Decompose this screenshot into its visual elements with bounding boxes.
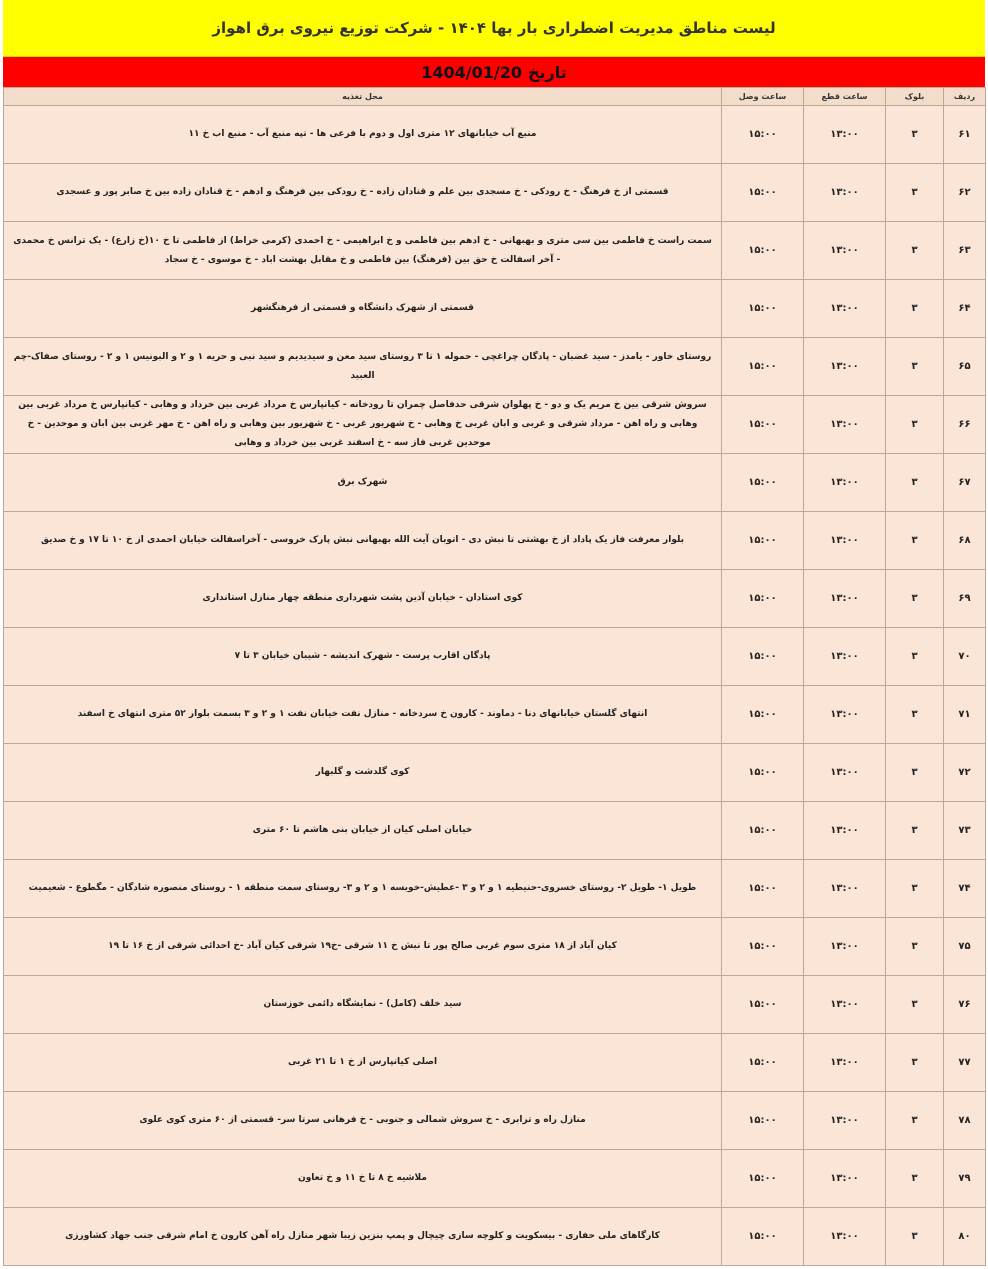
- cell-block: ۳: [886, 280, 944, 338]
- cell-block: ۳: [886, 686, 944, 744]
- column-header-connect-time: ساعت وصل: [722, 88, 804, 106]
- cell-supply-location: پادگان اقارب پرست - شهرک اندیشه - شیبان خیابان ۳ تا ۷: [4, 628, 722, 686]
- cell-row-number: ۷۵: [944, 918, 986, 976]
- cell-supply-location: کوی گلدشت و گلبهار: [4, 744, 722, 802]
- table-row: [4, 454, 986, 512]
- cell-supply-location: انتهای گلستان خیابانهای دنا - دماوند - کارون خ سردخانه - منازل نفت خیابان نفت ۱ و ۲ و ۳ بسمت بلوار ۵۲ متری انتهای خ اسفند: [4, 686, 722, 744]
- page-title: لیست مناطق مدیریت اضطراری بار بها ۱۴۰۴ - شرکت توزیع نیروی برق اهواز: [212, 19, 776, 37]
- table-header-row: [4, 88, 986, 106]
- cell-cut-time: ۱۳:۰۰: [804, 1092, 886, 1150]
- column-header-block: بلوک: [886, 88, 944, 106]
- cell-block: ۳: [886, 1092, 944, 1150]
- table-body: [4, 106, 986, 1266]
- cell-row-number: ۷۷: [944, 1034, 986, 1092]
- table-row: [4, 512, 986, 570]
- cell-cut-time: ۱۳:۰۰: [804, 628, 886, 686]
- cell-connect-time: ۱۵:۰۰: [722, 164, 804, 222]
- cell-row-number: ۶۵: [944, 338, 986, 396]
- cell-row-number: ۶۲: [944, 164, 986, 222]
- cell-connect-time: ۱۵:۰۰: [722, 628, 804, 686]
- cell-block: ۳: [886, 570, 944, 628]
- cell-connect-time: ۱۵:۰۰: [722, 1150, 804, 1208]
- cell-connect-time: ۱۵:۰۰: [722, 106, 804, 164]
- cell-connect-time: ۱۵:۰۰: [722, 1034, 804, 1092]
- cell-block: ۳: [886, 860, 944, 918]
- cell-block: ۳: [886, 628, 944, 686]
- cell-connect-time: ۱۵:۰۰: [722, 454, 804, 512]
- cell-supply-location: ملاشیه خ ۸ تا خ ۱۱ و خ تعاون: [4, 1150, 722, 1208]
- cell-connect-time: ۱۵:۰۰: [722, 338, 804, 396]
- cell-row-number: ۷۱: [944, 686, 986, 744]
- cell-connect-time: ۱۵:۰۰: [722, 918, 804, 976]
- column-header-supply-location: محل تغذیه: [4, 88, 722, 106]
- column-header-cut-time: ساعت قطع: [804, 88, 886, 106]
- cell-row-number: ۶۹: [944, 570, 986, 628]
- table-row: [4, 280, 986, 338]
- date-value: 1404/01/20: [421, 62, 522, 82]
- cell-supply-location: منازل راه و ترابری - خ سروش شمالی و جنوبی - خ فرهانی سرتا سر- قسمتی از ۶۰ متری کوی علوی: [4, 1092, 722, 1150]
- cell-connect-time: ۱۵:۰۰: [722, 860, 804, 918]
- cell-supply-location: منبع آب خیابانهای ۱۲ متری اول و دوم با فرعی ها - تپه منبع آب - منبع اب خ ۱۱: [4, 106, 722, 164]
- cell-row-number: ۷۴: [944, 860, 986, 918]
- cell-block: ۳: [886, 744, 944, 802]
- table-row: [4, 396, 986, 454]
- cell-row-number: ۶۴: [944, 280, 986, 338]
- table-row: [4, 802, 986, 860]
- cell-cut-time: ۱۳:۰۰: [804, 918, 886, 976]
- cell-cut-time: ۱۳:۰۰: [804, 802, 886, 860]
- cell-connect-time: ۱۵:۰۰: [722, 744, 804, 802]
- cell-supply-location: سید خلف (کامل) - نمایشگاه دائمی خوزستان: [4, 976, 722, 1034]
- cell-cut-time: ۱۳:۰۰: [804, 570, 886, 628]
- cell-block: ۳: [886, 1150, 944, 1208]
- cell-row-number: ۶۳: [944, 222, 986, 280]
- cell-block: ۳: [886, 396, 944, 454]
- cell-supply-location: خیابان اصلی کیان از خیابان بنی هاشم تا ۶۰ متری: [4, 802, 722, 860]
- table-row: [4, 1034, 986, 1092]
- cell-block: ۳: [886, 512, 944, 570]
- cell-row-number: ۷۰: [944, 628, 986, 686]
- cell-connect-time: ۱۵:۰۰: [722, 396, 804, 454]
- table-row: [4, 570, 986, 628]
- outage-table: [3, 87, 986, 1266]
- table-row: [4, 686, 986, 744]
- table-row: [4, 338, 986, 396]
- cell-cut-time: ۱۳:۰۰: [804, 1150, 886, 1208]
- cell-row-number: ۷۲: [944, 744, 986, 802]
- cell-supply-location: سمت راست خ فاطمی بین سی متری و بهبهانی - خ ادهم بین فاطمی و خ ابراهیمی - خ احمدی (کرمی خراط) از فاطمی تا خ ۱۰(خ زارع) - یک ترانس خ محمدی - آخر اسفالت خ حق بین (فرهنگ) بین فاطمی و خ مقابل بهشت اباد - خ موسوی - خ سجاد: [4, 222, 722, 280]
- table-row: [4, 1208, 986, 1266]
- cell-connect-time: ۱۵:۰۰: [722, 686, 804, 744]
- cell-supply-location: طویل ۱- طویل ۲- روستای خسروی-حنیطیه ۱ و ۲ و ۳ -عطیش-خویسه ۱ و ۲ و ۳- روستای سمت منطقه ۱ - روستای منصوره شادگان - مگطوع - شعیمیت: [4, 860, 722, 918]
- table-row: [4, 106, 986, 164]
- cell-block: ۳: [886, 918, 944, 976]
- cell-cut-time: ۱۳:۰۰: [804, 1208, 886, 1266]
- cell-supply-location: اصلی کیانپارس از خ ۱ تا ۲۱ غربی: [4, 1034, 722, 1092]
- table-row: [4, 1092, 986, 1150]
- cell-cut-time: ۱۳:۰۰: [804, 164, 886, 222]
- table-row: [4, 628, 986, 686]
- cell-connect-time: ۱۵:۰۰: [722, 802, 804, 860]
- date-bar: [3, 57, 985, 87]
- cell-cut-time: ۱۳:۰۰: [804, 396, 886, 454]
- cell-block: ۳: [886, 106, 944, 164]
- cell-row-number: ۶۶: [944, 396, 986, 454]
- table-row: [4, 918, 986, 976]
- cell-connect-time: ۱۵:۰۰: [722, 976, 804, 1034]
- cell-connect-time: ۱۵:۰۰: [722, 280, 804, 338]
- cell-supply-location: قسمتی از خ فرهنگ - خ رودکی - خ مسجدی بین علم و قنادان زاده - خ رودکی بین فرهنگ و ادهم - خ قنادان زاده بین خ صابر پور و عسجدی: [4, 164, 722, 222]
- cell-row-number: ۷۶: [944, 976, 986, 1034]
- cell-connect-time: ۱۵:۰۰: [722, 1092, 804, 1150]
- date-label: تاریخ: [528, 62, 567, 82]
- column-header-row-number: ردیف: [944, 88, 986, 106]
- cell-connect-time: ۱۵:۰۰: [722, 1208, 804, 1266]
- table-row: [4, 1150, 986, 1208]
- cell-block: ۳: [886, 802, 944, 860]
- cell-connect-time: ۱۵:۰۰: [722, 512, 804, 570]
- cell-supply-location: کیان آباد از ۱۸ متری سوم غربی صالح پور تا نبش خ ۱۱ شرقی -خ۱۹ شرقی کیان آباد -خ احدائی شرقی از خ ۱۶ تا ۱۹: [4, 918, 722, 976]
- cell-row-number: ۷۸: [944, 1092, 986, 1150]
- cell-cut-time: ۱۳:۰۰: [804, 686, 886, 744]
- cell-cut-time: ۱۳:۰۰: [804, 860, 886, 918]
- cell-row-number: ۷۹: [944, 1150, 986, 1208]
- table-row: [4, 164, 986, 222]
- cell-block: ۳: [886, 1034, 944, 1092]
- title-bar: [3, 0, 985, 57]
- cell-block: ۳: [886, 1208, 944, 1266]
- table-row: [4, 222, 986, 280]
- cell-supply-location: بلوار معرفت فاز یک پاداد از خ بهشتی تا نبش دی - اتوبان آیت الله بهبهانی نبش پارک خروسی - آخراسفالت خیابان احمدی از خ ۱۰ تا ۱۷ و خ صدیق: [4, 512, 722, 570]
- cell-row-number: ۸۰: [944, 1208, 986, 1266]
- cell-cut-time: ۱۳:۰۰: [804, 744, 886, 802]
- cell-block: ۳: [886, 454, 944, 512]
- cell-cut-time: ۱۳:۰۰: [804, 338, 886, 396]
- cell-supply-location: سروش شرقی بین خ مریم یک و دو - خ پهلوان شرقی حدفاصل چمران تا رودخانه - کیانپارس خ مرداد غربی بین خرداد و وهابی - کیانپارس خ مرداد غربی بین وهابی و راه اهن - مرداد شرقی و غربی و ابان غربی خ وهابی - خ شهریور غربی - خ شهریور بین وهابی و راه اهن - خ مهر غربی بین ابان و موحدین - خ موحدین غربی فاز سه - خ اسفند غربی بین خرداد و وهابی: [4, 396, 722, 454]
- cell-row-number: ۶۸: [944, 512, 986, 570]
- cell-cut-time: ۱۳:۰۰: [804, 454, 886, 512]
- cell-supply-location: کوی استادان - خیابان آذین پشت شهرداری منطقه چهار منازل استانداری: [4, 570, 722, 628]
- cell-block: ۳: [886, 338, 944, 396]
- cell-supply-location: قسمتی از شهرک دانشگاه و قسمتی از فرهنگشهر: [4, 280, 722, 338]
- cell-supply-location: شهرک برق: [4, 454, 722, 512]
- cell-block: ۳: [886, 976, 944, 1034]
- cell-cut-time: ۱۳:۰۰: [804, 222, 886, 280]
- cell-block: ۳: [886, 164, 944, 222]
- cell-cut-time: ۱۳:۰۰: [804, 1034, 886, 1092]
- table-row: [4, 744, 986, 802]
- cell-supply-location: روستای خاور - یامدز - سید غضبان - پادگان چراغچی - حموله ۱ تا ۳ روستای سید معن و سیدیدیم و سید نبی و حریه ۱ و ۲ و البونیس ۱ و ۲ - روستای صفاک-چم العبید: [4, 338, 722, 396]
- cell-cut-time: ۱۳:۰۰: [804, 512, 886, 570]
- table-row: [4, 860, 986, 918]
- table-row: [4, 976, 986, 1034]
- cell-connect-time: ۱۵:۰۰: [722, 222, 804, 280]
- cell-cut-time: ۱۳:۰۰: [804, 106, 886, 164]
- cell-row-number: ۶۷: [944, 454, 986, 512]
- cell-cut-time: ۱۳:۰۰: [804, 280, 886, 338]
- cell-cut-time: ۱۳:۰۰: [804, 976, 886, 1034]
- cell-supply-location: کارگاهای ملی حفاری - بیسکویت و کلوچه سازی چیچال و پمپ بنزین زیبا شهر منازل راه آهن کارون خ امام شرقی جنب جهاد کشاورزی: [4, 1208, 722, 1266]
- cell-row-number: ۶۱: [944, 106, 986, 164]
- cell-connect-time: ۱۵:۰۰: [722, 570, 804, 628]
- cell-row-number: ۷۳: [944, 802, 986, 860]
- cell-block: ۳: [886, 222, 944, 280]
